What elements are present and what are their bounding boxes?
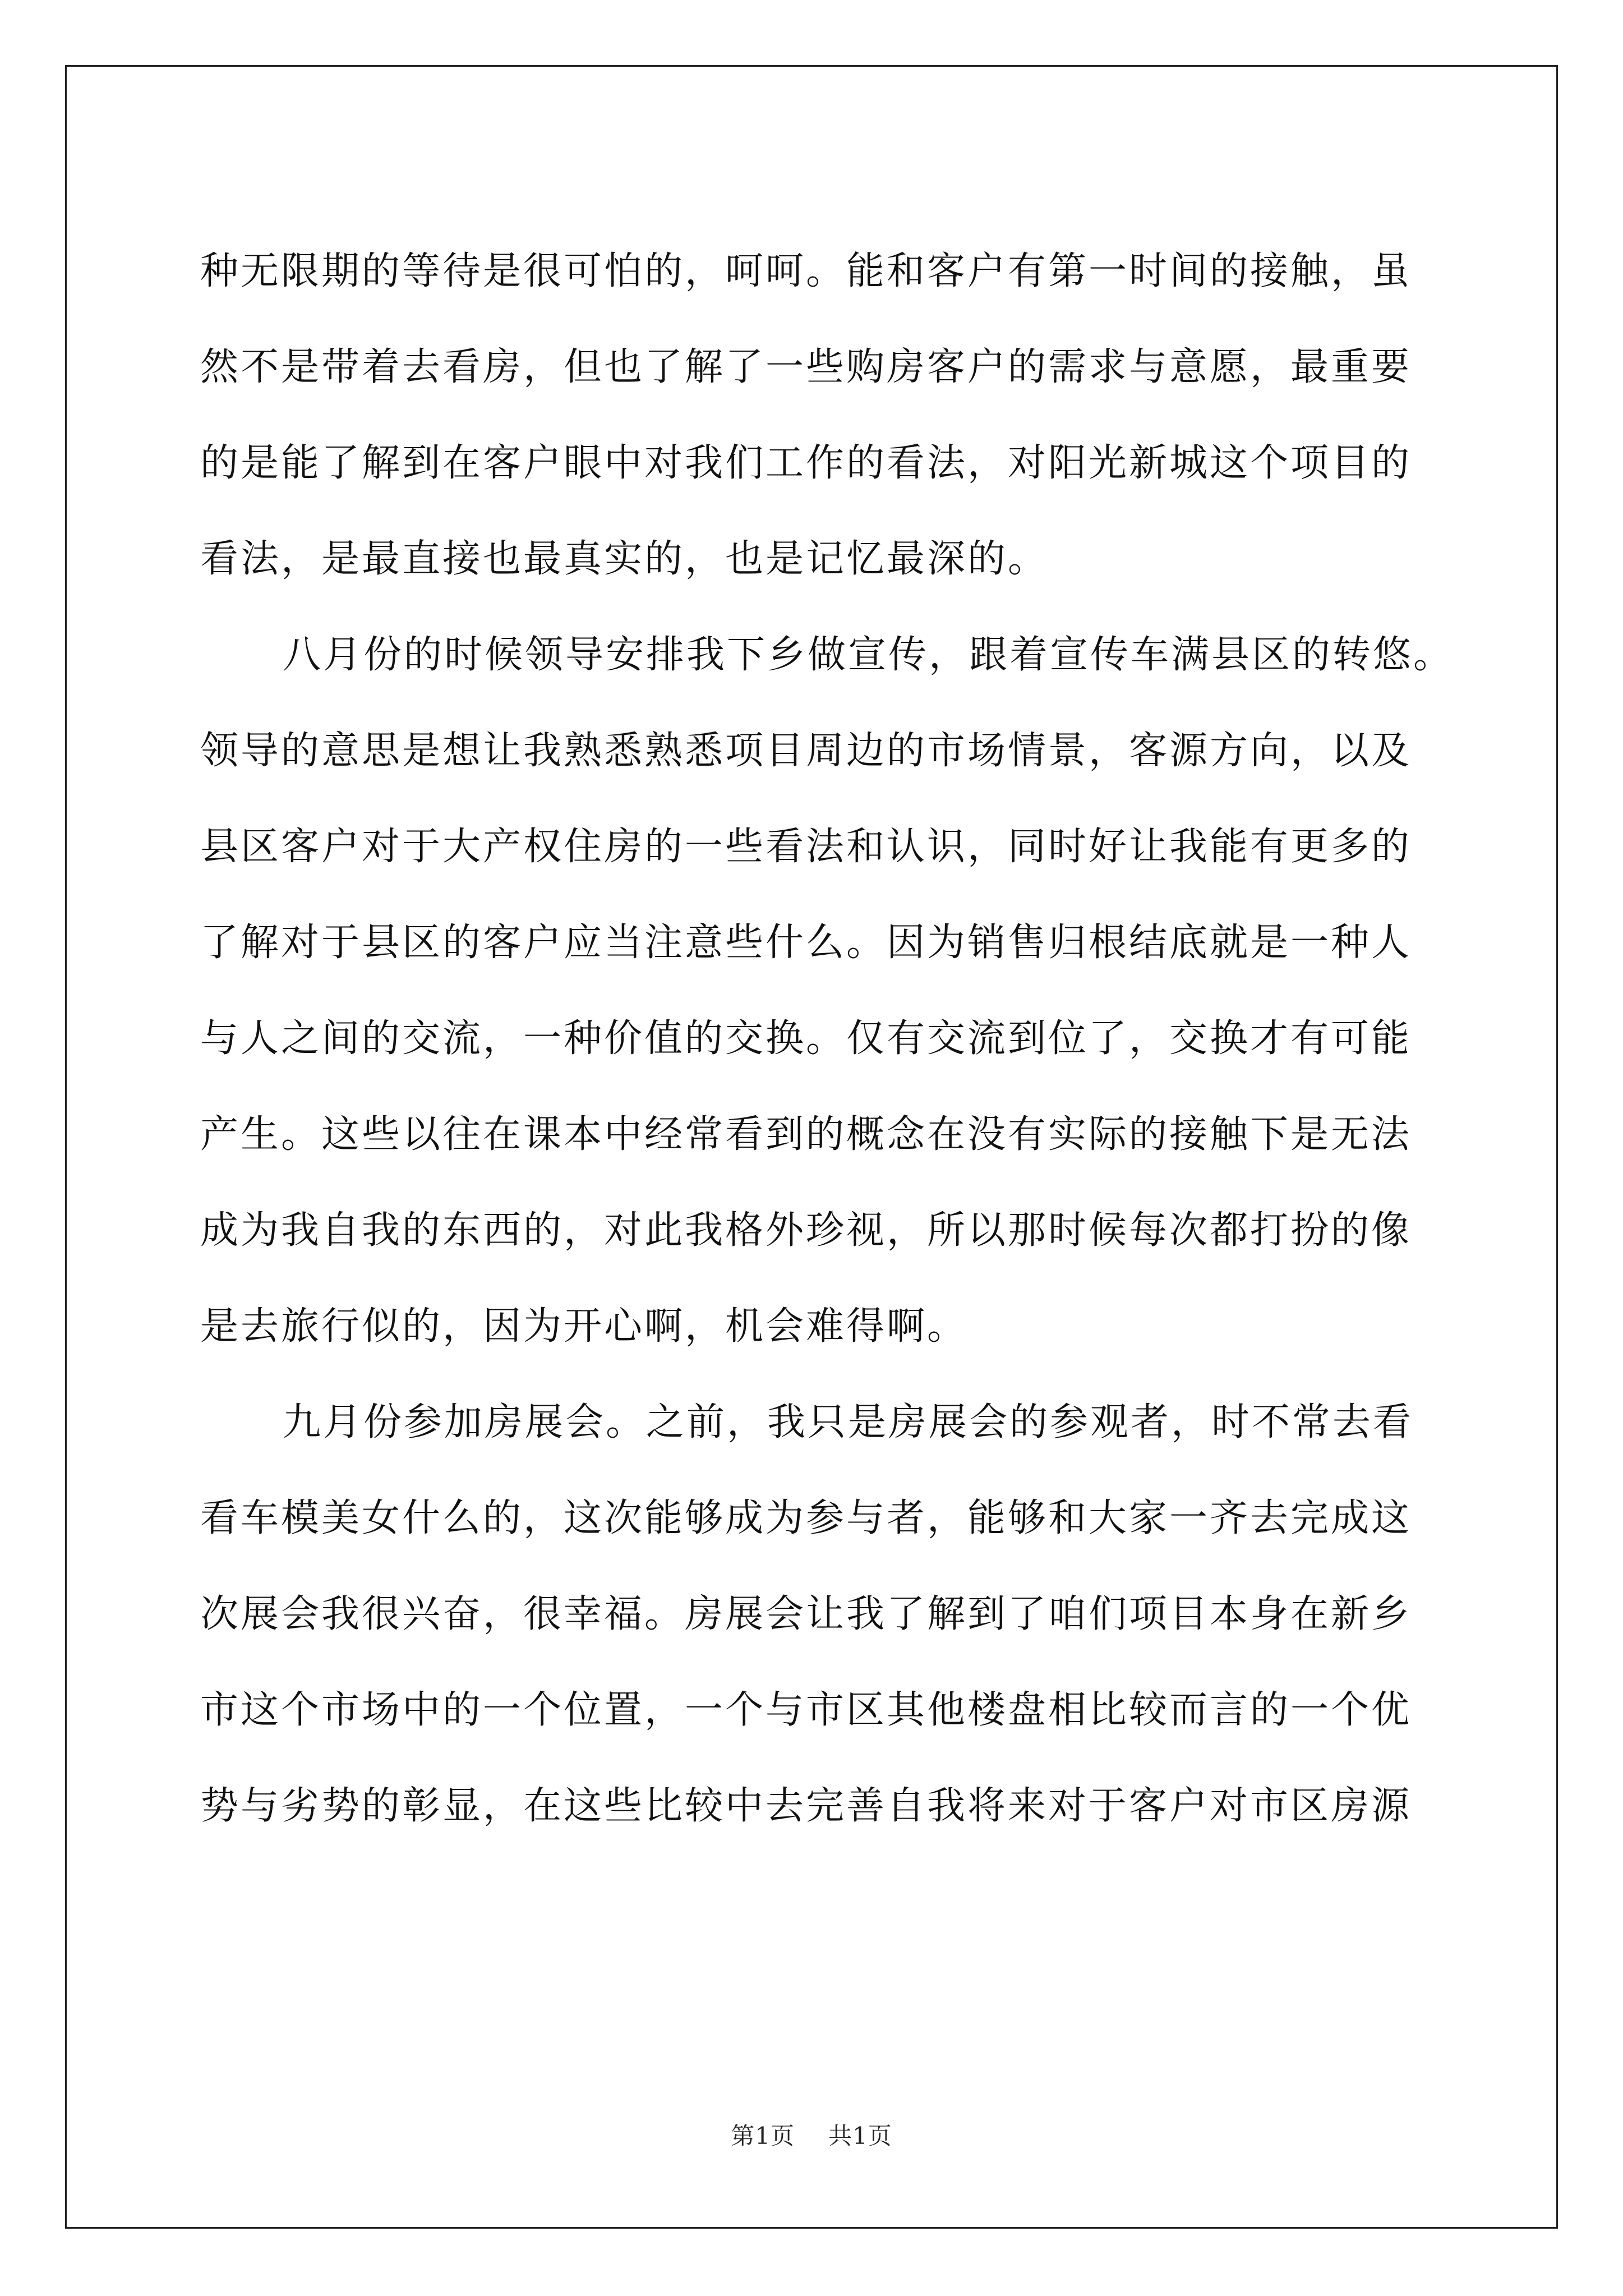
text-line: 次展会我很兴奋，很幸福。房展会让我了解到了咱们项目本身在新乡 [200, 1592, 1412, 1636]
text-line: 县区客户对于大产权住房的一些看法和认识，同时好让我能有更多的 [200, 825, 1412, 869]
text-line: 然不是带着去看房，但也了解了一些购房客户的需求与意愿，最重要 [200, 345, 1412, 389]
page-number-current: 第1页 [731, 2122, 795, 2150]
text-line: 种无限期的等待是很可怕的，呵呵。能和客户有第一时间的接触，虽 [200, 249, 1412, 293]
text-line: 九月份参加房展会。之前，我只是房展会的参观者，时不常去看 [283, 1400, 1414, 1444]
text-line: 看法，是最直接也最真实的，也是记忆最深的。 [200, 537, 1049, 581]
text-line: 市这个市场中的一个位置，一个与市区其他楼盘相比较而言的一个优 [200, 1688, 1412, 1732]
text-line: 八月份的时候领导安排我下乡做宣传，跟着宣传车满县区的转悠。 [283, 633, 1454, 677]
text-line: 产生。这些以往在课本中经常看到的概念在没有实际的接触下是无法 [200, 1112, 1412, 1157]
text-line: 看车模美女什么的，这次能够成为参与者，能够和大家一齐去完成这 [200, 1496, 1412, 1540]
text-line: 领导的意思是想让我熟悉熟悉项目周边的市场情景，客源方向，以及 [200, 729, 1412, 773]
text-line: 的是能了解到在客户眼中对我们工作的看法，对阳光新城这个项目的 [200, 441, 1412, 485]
text-line: 了解对于县区的客户应当注意些什么。因为销售归根结底就是一种人 [200, 921, 1412, 965]
page-footer [0, 2118, 1623, 2151]
document-body [200, 220, 1454, 1851]
text-line: 势与劣势的彰显，在这些比较中去完善自我将来对于客户对市区房源 [200, 1784, 1412, 1828]
text-line: 是去旅行似的，因为开心啊，机会难得啊。 [200, 1304, 968, 1349]
text-line: 与人之间的交流，一种价值的交换。仅有交流到位了，交换才有可能 [200, 1016, 1412, 1061]
page-number-total: 共1页 [828, 2122, 892, 2150]
text-line: 成为我自我的东西的，对此我格外珍视，所以那时候每次都打扮的像 [200, 1208, 1412, 1253]
